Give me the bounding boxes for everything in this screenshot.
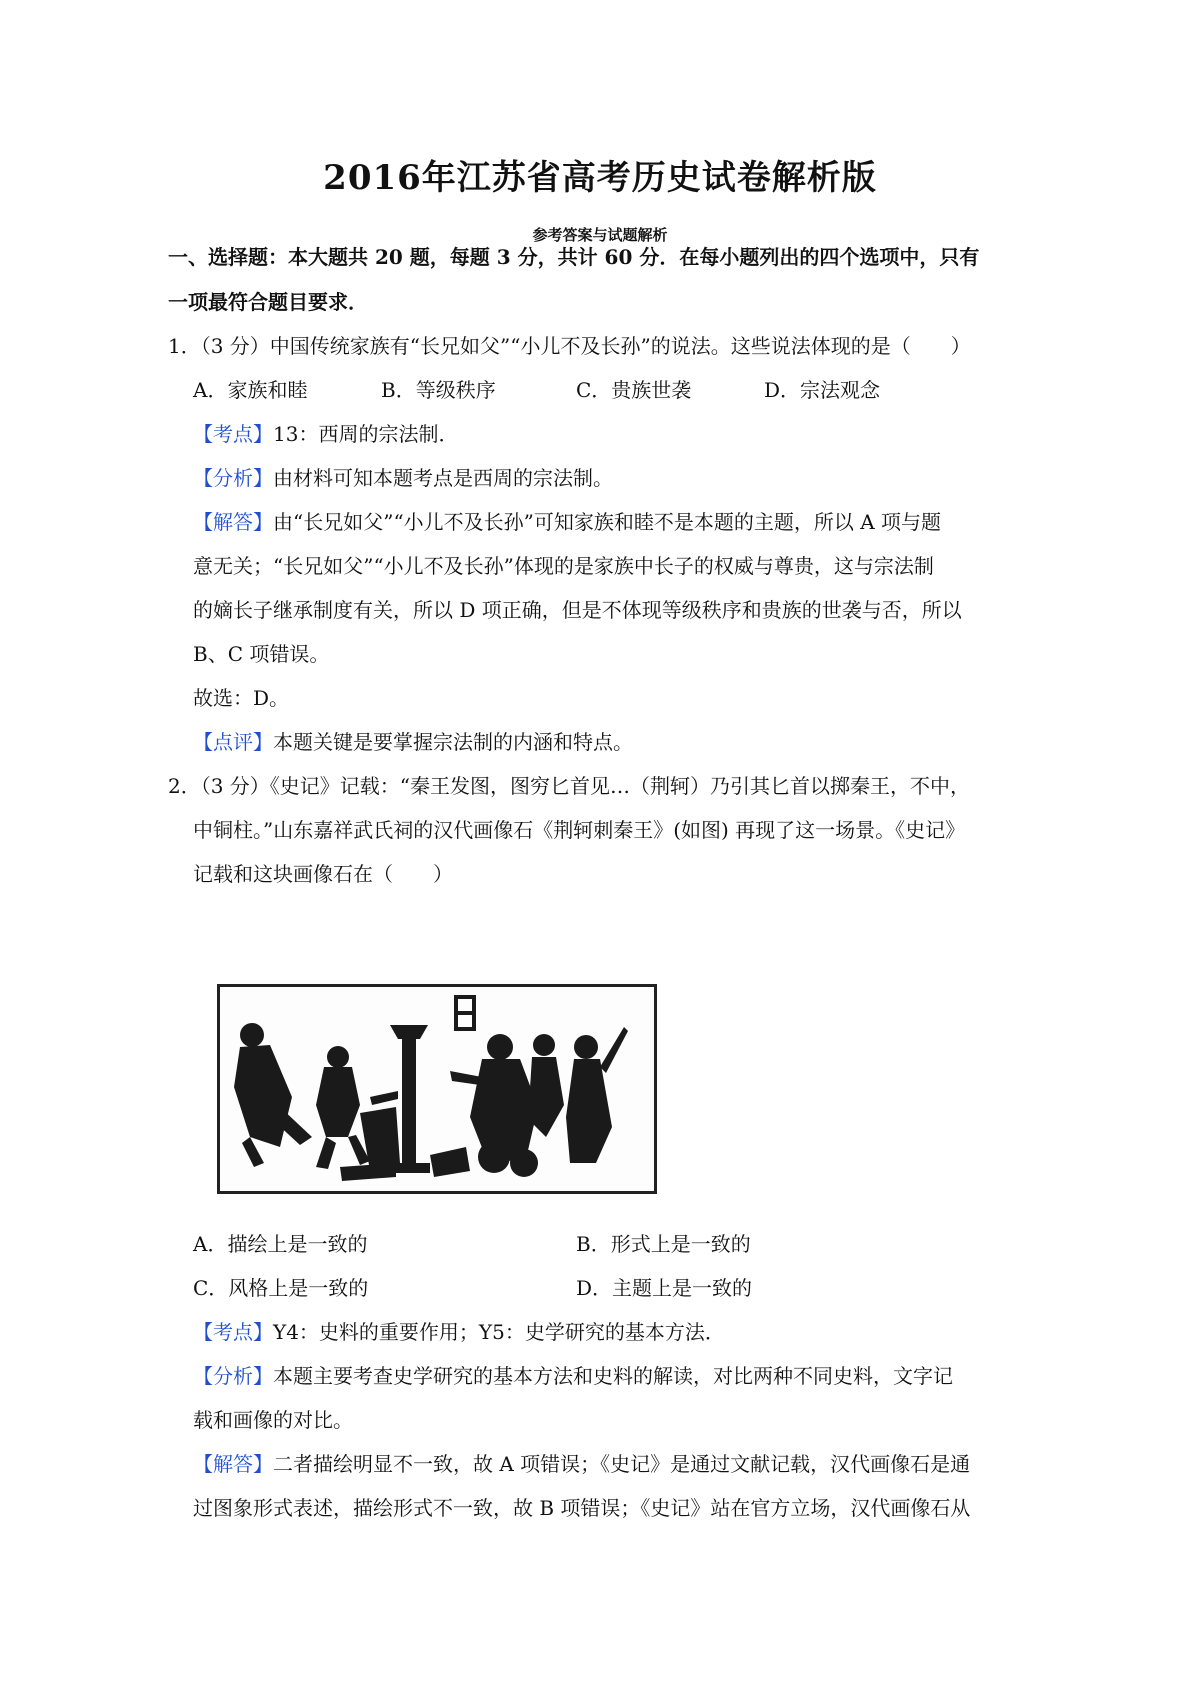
q2-stem-line1: 2．（3 分）《史记》记载：“秦王发图，图穷匕首见…（荆轲）乃引其匕首以掷秦王，不中， [168,774,971,798]
q2-jieda-tag: 【解答】 [193,1452,273,1476]
q2-option-c: C．风格上是一致的 [193,1276,369,1300]
q1-option-b: B．等级秩序 [381,378,496,402]
q2-fenxi-text1: 本题主要考查史学研究的基本方法和史料的解读，对比两种不同史料，文字记 [273,1364,953,1388]
q1-dianping-tag: 【点评】 [193,730,273,754]
q1-option-c: C．贵族世袭 [576,378,692,402]
q2-option-b: B．形式上是一致的 [576,1232,751,1256]
q2-jieda-line1 [193,1450,970,1478]
q1-jieda-tag: 【解答】 [193,510,273,534]
q1-fenxi-tag: 【分析】 [193,466,273,490]
q1-jieda-text1: 由“长兄如父”“小儿不及长孙”可知家族和睦不是本题的主题，所以 A 项与题 [273,510,942,534]
stone-relief-illustration [220,987,654,1191]
q1-dianping [193,728,633,756]
q1-kaodian-tag: 【考点】 [193,422,273,446]
q1-jieda-line3: 的嫡长子继承制度有关，所以 D 项正确，但是不体现等级秩序和贵族的世袭与否，所以 [193,598,962,622]
q1-fenxi [193,464,613,492]
q2-jieda-line2: 过图象形式表述，描绘形式不一致，故 B 项错误；《史记》站在官方立场，汉代画像石从 [193,1496,971,1520]
q2-fenxi-line1 [193,1362,953,1390]
section-heading-line1: 一、选择题：本大题共 20 题，每题 3 分，共计 60 分．在每小题列出的四个选项中，只有 [168,245,980,269]
q1-dianping-text: 本题关键是要掌握宗法制的内涵和特点。 [273,730,633,754]
q2-kaodian-tag: 【考点】 [193,1320,273,1344]
q1-stem: 1．（3 分）中国传统家族有“长兄如父”“小儿不及长孙”的说法。这些说法体现的是（ ） [168,334,971,358]
q1-option-d: D．宗法观念 [764,378,881,402]
section-heading-line2: 一项最符合题目要求． [168,290,368,314]
q2-jieda-text1: 二者描绘明显不一致，故 A 项错误；《史记》是通过文献记载，汉代画像石是通 [273,1452,971,1476]
q1-jieda-line1 [193,508,941,536]
page-subtitle: 参考答案与试题解析 [532,226,668,244]
stone-relief-image [217,984,657,1194]
q2-stem-line3: 记载和这块画像石在（ ） [193,862,453,886]
q1-answer: 故选：D。 [193,686,290,710]
page-title: 2016年江苏省高考历史试卷解析版 [323,158,877,198]
q2-kaodian-text: Y4：史料的重要作用；Y5：史学研究的基本方法． [273,1320,725,1344]
q2-option-d: D．主题上是一致的 [576,1276,753,1300]
relief-inscription [454,995,476,1031]
q2-stem-line2: 中铜柱。”山东嘉祥武氏祠的汉代画像石《荆轲刺秦王》(如图) 再现了这一场景。《史记》 [193,818,966,842]
q1-kaodian [193,420,458,448]
q1-jieda-line2: 意无关；“长兄如父”“小儿不及长孙”体现的是家族中长子的权威与尊贵，这与宗法制 [193,554,934,578]
q1-jieda-line4: B、C 项错误。 [193,642,330,666]
q1-fenxi-text: 由材料可知本题考点是西周的宗法制。 [273,466,613,490]
q1-kaodian-text: 13：西周的宗法制． [273,422,459,446]
q1-option-a: A．家族和睦 [193,378,308,402]
q2-option-a: A．描绘上是一致的 [193,1232,368,1256]
q2-fenxi-line2: 载和画像的对比。 [193,1408,353,1432]
q2-kaodian [193,1318,725,1346]
q2-fenxi-tag: 【分析】 [193,1364,273,1388]
